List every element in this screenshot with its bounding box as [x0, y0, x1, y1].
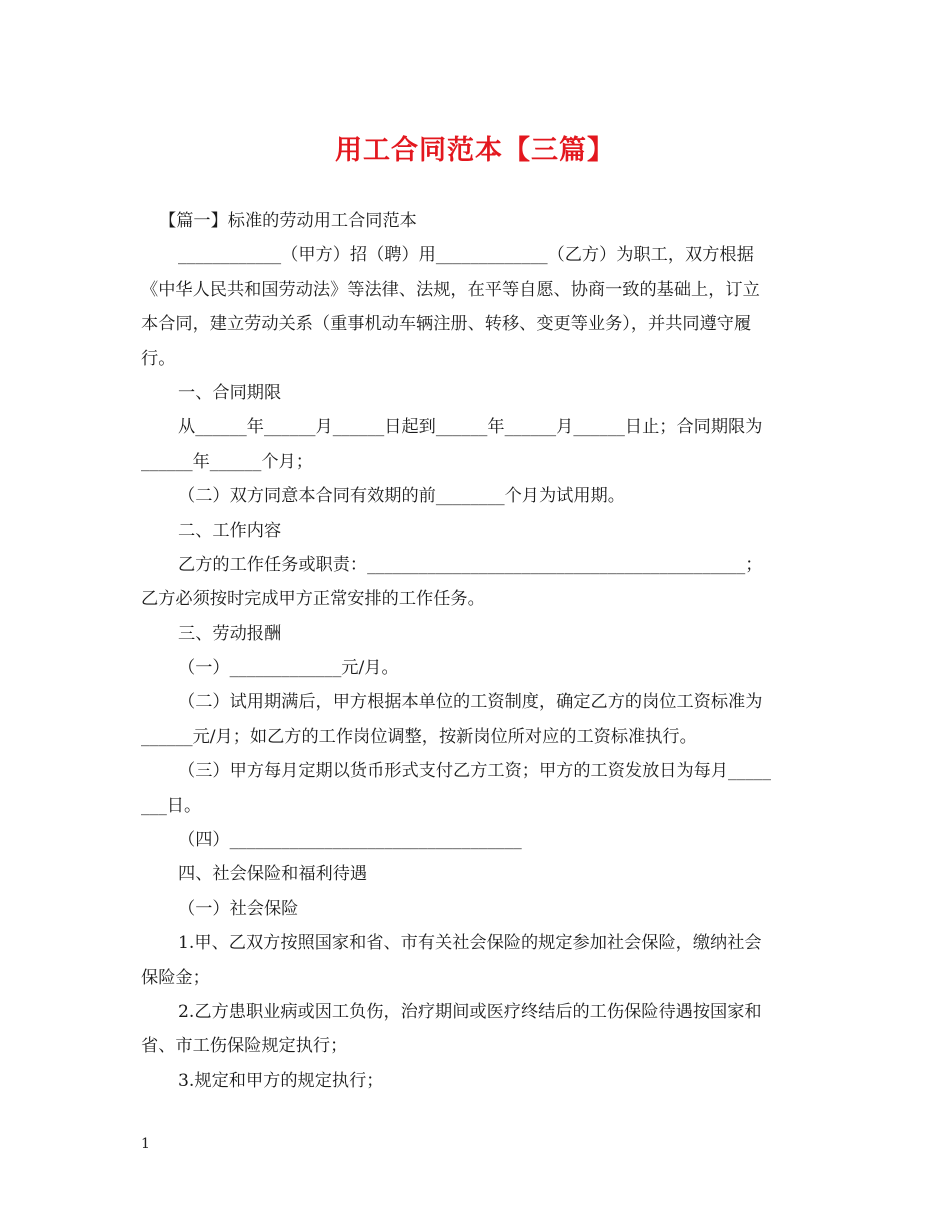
paragraph-line: 乙方必须按时完成甲方正常安排的工作任务。: [141, 589, 485, 610]
paragraph-line: （一）社会保险: [178, 898, 299, 919]
paragraph-line: ______年______个月；: [141, 451, 313, 472]
paragraph-line: 1.甲、乙双方按照国家和省、市有关社会保险的规定参加社会保险，缴纳社会: [178, 933, 762, 954]
clause-heading: 二、工作内容: [178, 520, 282, 541]
document-body: [141, 204, 813, 1098]
paragraph-line: （二）试用期满后，甲方根据本单位的工资制度，确定乙方的岗位工资标准为: [178, 692, 763, 713]
clause-heading: 三、劳动报酬: [178, 623, 282, 644]
paragraph-line: （四）__________________________________: [178, 830, 522, 851]
paragraph-line: 保险金；: [141, 967, 210, 988]
clause-heading: 四、社会保险和福利待遇: [178, 864, 368, 885]
paragraph-line: 乙方的工作任务或职责：____________________________________________；: [178, 554, 763, 575]
paragraph-line: ______元/月；如乙方的工作岗位调整，按新岗位所对应的工资标准执行。: [141, 726, 697, 747]
paragraph-line: 3.规定和甲方的规定执行；: [178, 1070, 384, 1091]
paragraph-line: ____________（甲方）招（聘）用_____________（乙方）为职工，双方根据: [178, 245, 754, 266]
paragraph-line: （二）双方同意本合同有效期的前________个月为试用期。: [178, 486, 625, 507]
paragraph-line: （一）_____________元/月。: [178, 658, 399, 679]
paragraph-line: （三）甲方每月定期以货币形式支付乙方工资；甲方的工资发放日为每月_____: [178, 761, 771, 782]
paragraph-line: 本合同，建立劳动关系（重事机动车辆注册、转移、变更等业务），并共同遵守履: [141, 314, 752, 335]
paragraph-line: ___日。: [141, 795, 202, 816]
paragraph-line: 行。: [141, 348, 176, 369]
page-number: 1: [141, 1136, 150, 1152]
paragraph-line: 《中华人民共和国劳动法》等法律、法规，在平等自愿、协商一致的基础上，订立: [141, 279, 760, 300]
clause-heading: 一、合同期限: [178, 382, 282, 403]
paragraph-line: 2.乙方患职业病或因工负伤，治疗期间或医疗终结后的工伤保险待遇按国家和: [178, 1001, 762, 1022]
paragraph-line: 从______年______月______日起到______年______月______日止；合同期限为: [178, 417, 763, 438]
section-heading-part1: 【篇一】标准的劳动用工合同范本: [159, 211, 417, 231]
paragraph-line: 省、市工伤保险规定执行；: [141, 1036, 348, 1057]
document-title: 用工合同范本【三篇】: [335, 135, 615, 166]
